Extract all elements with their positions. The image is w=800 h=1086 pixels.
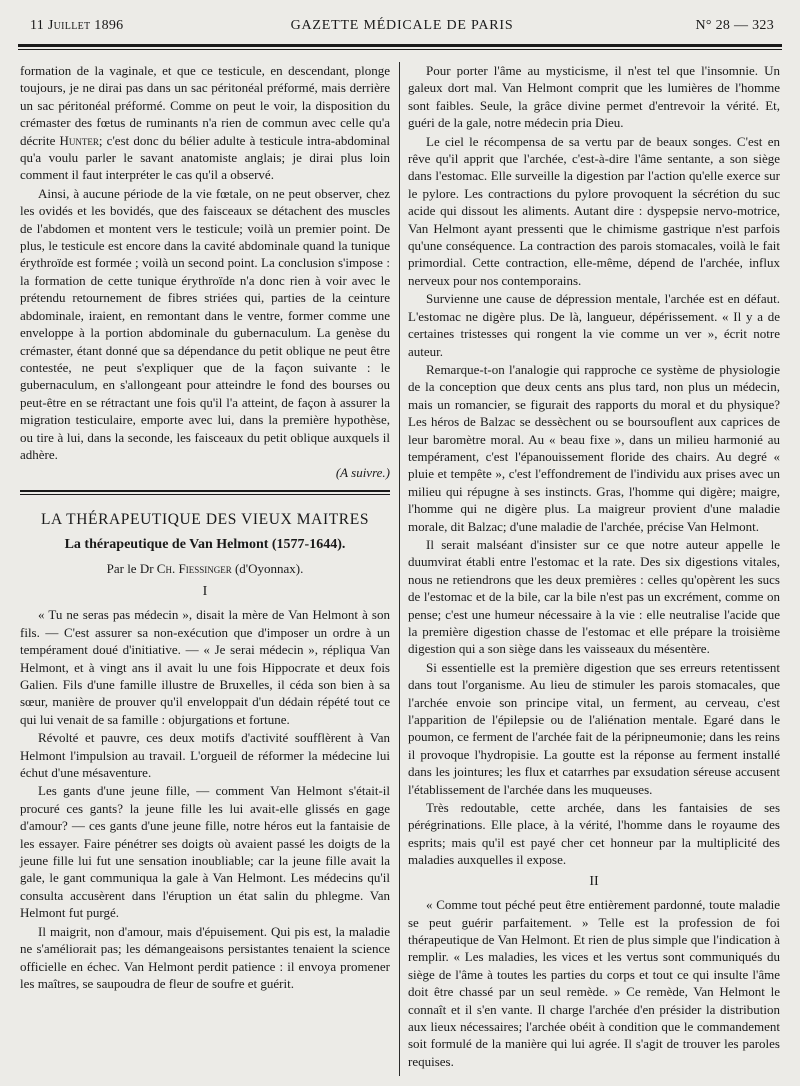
issue-page-number: N° 28 — 323 — [695, 18, 774, 33]
to-be-continued: (A suivre.) — [335, 465, 390, 481]
journal-title: GAZETTE MÉDICALE DE PARIS — [290, 18, 514, 33]
article-subtitle: La thérapeutique de Van Helmont (1577-1644). — [64, 537, 346, 553]
issue-date: 11 Juillet 1896 — [30, 18, 124, 33]
paragraph: Il maigrit, non d'amour, mais d'épuisement. Qui pis est, la maladie ne s'améliorait pas; les démangeaisons persistantes tenaient la science officielle en échec. Van Helmont perdit patience : il envoya promener les maîtres, se saupoudra de fleur de soufre et guérit. — [20, 923, 390, 991]
paragraph: Si essentielle est la première digestion que ses erreurs retentissent dans tout l'organisme. Au lieu de stimuler les parois stomacales, que l'archée envoie son principe vital, un ferment, au cerveau, c'est l'apparition de l'épilepsie ou de l'aliénation mentale. Egaré dans le poumon, ce ferment de l'archée fait de la péripneumonie; dans les reins il provoque l'hydropisie. La goutte est la réponse au ferment installé dans les jointures; les flux et catarrhes par exsudation séreuse accusent l'établissement de l'archée dans les muqueuses. — [408, 659, 780, 797]
article-byline: Par le Dr Ch. Fiessinger (d'Oyonnax). — [106, 560, 304, 576]
article-separator — [20, 490, 390, 492]
paragraph: Pour porter l'âme au mysticisme, il n'est tel que l'insomnie. Un galeux dort mal. Van Helmont comprit que les lumières de l'homme sont faibles. Seule, la grâce divine permet d'entrevoir la vérité. Et, guéri de la gale, notre médecin pria Dieu. — [408, 63, 780, 131]
header-rule-thin — [18, 49, 782, 50]
section-number: II — [589, 873, 599, 889]
running-header — [30, 18, 774, 40]
left-column — [20, 62, 390, 993]
paragraph: Le ciel le récompensa de sa vertu par de beaux songes. C'est en rêve qu'il apprit que l'archée, c'est-à-dire l'âme sentante, a son siège dans l'estomac. Elle surveille la digestion par l'action qu'elle exerce sur le pylore. Les contractions du pylore provoquent la sécrétion du suc acide qui dissout les aliments. Autant dire : dyspepsie nervo-motrice, Van Helmont ayant pressenti que le chimisme gastrique n'est parfois qu'une conséquence. La contraction des parois stomacales, voilà le fait primordial. Cette contraction, elle-même, dépend de l'archée, influx nerveux pour nos contemporains. — [408, 133, 780, 288]
paragraph: « Tu ne seras pas médecin », disait la mère de Van Helmont à son fils. — C'est assurer sa non-exécution que d'imposer un ordre à un tempérament doué d'initiative. — « Je serai médecin », répliqua Van Helmont, et à vingt ans il avait lu une fois Hippocrate et deux fois Galien. Fils d'une famille illustre de Bruxelles, il céda son bien à sa sœur, manière de prouver qu'il enveloppait d'un dédain répété tout ce qui lui venait de sa famille : objurgations et fortune. — [20, 607, 390, 727]
section-number: I — [202, 583, 208, 599]
paragraph: Révolté et pauvre, ces deux motifs d'activité soufflèrent à Van Helmont l'impulsion au travail. L'orgueil de réformer la médecine lui échut d'une mésaventure. — [20, 730, 390, 781]
column-divider — [399, 62, 400, 1076]
paragraph: Il serait malséant d'insister sur ce que notre auteur appelle le duumvirat établi entre l'estomac et la rate. Des six digestions vitales, nous ne retiendrons que les deux premières : celles qu'opèrent les sucs de l'estomac et de la bile, car la bile n'est pas un excrément, comme on pense; c'est une humeur nécessaire à la vie : elle neutralise l'acide que la première digestion chasse de l'estomac et elle prépare la troisième digestion qui a son siège dans les vaisseaux du mésentère. — [408, 536, 780, 657]
right-column — [408, 62, 780, 1071]
paragraph: formation de la vaginale, et que ce testicule, en descendant, plonge toujours, je ne dirai pas dans un sac péritonéal préformé, mais derrière un sac péritonéal préformé. Comme on peut le voir, la disposition du crémaster des fœtus de ruminants n'a rien de commun avec celle qu'a décrite Hunter; c'est donc du bélier adulte à testicule intra-abdominal qu'a voulu parler le savant anatomiste anglais; je dirai plus loin comment il faut interpréter le cas qu'il a observé. — [20, 63, 391, 183]
header-rule-thick — [18, 44, 782, 47]
paragraph: Remarque-t-on l'analogie qui rapproche ce système de physiologie de la conception que deux cents ans plus tard, non plus un médecin, mais un romancier, se figurait des rapports du moral et du physique? Les héros de Balzac se dessèchent ou se boursouflent aux caprices de leur baromètre moral. Au « beau fixe », dans un milieu harmonié au tempérament, c'est l'épanouissement floride des chairs. Au degré « pluie et tempête », c'est l'effondrement de l'individu aux prises avec un milieu qui répugne à ses instincts. Gras, l'homme qui digère; maigre, l'homme qui ne digère plus. La maigreur provient d'une maladie morale, dit Balzac; d'une maladie de l'archée, précise Van Helmont. — [408, 361, 780, 534]
paragraph: Survienne une cause de dépression mentale, l'archée est en défaut. L'estomac ne digère plus. De là, langueur, dépérissement. « Il y a de certaines tristesses qui rongent la vie comme un ver », écrit notre auteur. — [408, 291, 780, 359]
paragraph: Les gants d'une jeune fille, — comment Van Helmont s'était-il procuré ces gants? la jeune fille les lui avait-elle glissés en gage d'amour? — ces gants d'une jeune fille, notre héros eut la fantaisie de les essayer. Faire pénétrer ses doigts où avaient passé les doigts de la jeune fille lui fut une sensation inoubliable; car la jeune fille avait la gale, le gant communiqua la gale à Van Helmont. Les médecins qu'il consulta accusèrent dans l'éruption un état salin du phlegme. Van Helmont fut purgé. — [20, 783, 390, 921]
paragraph: Très redoutable, cette archée, dans les fantaisies de ses pérégrinations. Elle place, à la vérité, l'homme dans le royaume des esprits; mais qu'il est payé cher cet honneur par la multiplicité des maladies auxquelles il expose. — [408, 800, 780, 868]
article-separator-thin — [20, 494, 390, 495]
paragraph: Ainsi, à aucune période de la vie fœtale, on ne peut observer, chez les ovidés et les bovidés, que des faisceaux se détachent des muscles de l'abdomen et montent vers le testicule; voilà un premier point. De plus, le testicule est encore dans la cavité abdominale quand la tunique érythroïde est formée ; voilà un second point. La conclusion s'impose : la formation de cette tunique érythroïde n'a donc rien à voir avec le prétendu retournement de fibres striées qui, parties de la ceinture abdominale, iraient, en remontant dans le ventre, former comme une enveloppe à la portion abdominale du gubernaculum. La genèse du crémaster, étant donné que sa dépendance du petit oblique ne peut être contestée, ne peut s'expliquer que de la façon suivante : le gubernaculum, en s'allongeant pour atteindre le fond des bourses ou peut-être en se rétractant une fois qu'il l'a atteint, de façon à assurer la migration testiculaire, emporte avec lui, dans la première hypothèse, ou tire à lui, dans la seconde, les faisceaux du petit oblique auxquels il adhère. — [20, 185, 390, 462]
paragraph: « Comme tout péché peut être entièrement pardonné, toute maladie se peut guérir parfaitement. » Telle est la profession de foi thérapeutique de Van Helmont. Et rien de plus simple que l'indication à remplir. « Les maladies, les vices et les vertus sont communiqués du siège de l'âme à toutes les parties du corps et tout ce qui insulte l'âme doit être chassé par un seul remède. » Ce remède, Van Helmont le connaît et il s'en vante. Il charge l'archée d'en présider la distribution aux lieux nécessaires; l'archée obéit à condition que le commandement soit formulé de la manière qui lui agrée. Il s'agit de trouver les paroles requises. — [408, 897, 780, 1069]
article-title: LA THÉRAPEUTIQUE DES VIEUX MAITRES — [40, 510, 370, 528]
